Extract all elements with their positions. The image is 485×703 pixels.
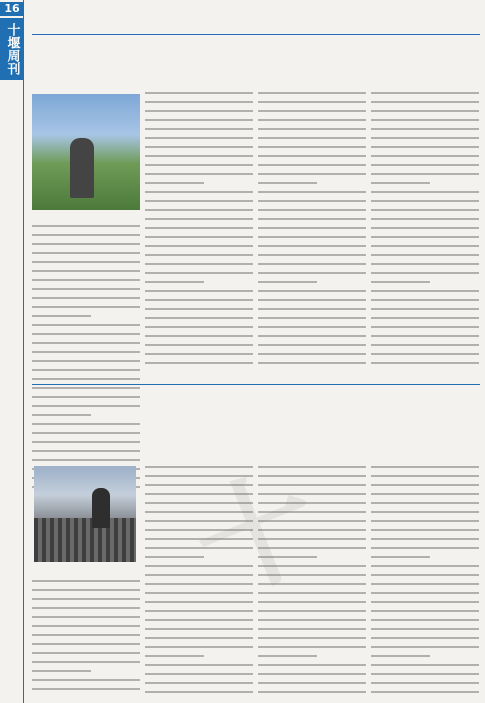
- body-text-line: [371, 664, 479, 666]
- body-text-line: [145, 655, 204, 657]
- body-text-line: [145, 475, 253, 477]
- body-text-line: [258, 628, 366, 630]
- top-article-photo: [32, 94, 140, 210]
- bottom-article-body-col-3: [258, 466, 366, 700]
- body-text-line: [258, 344, 366, 346]
- body-text-line: [258, 362, 366, 364]
- body-text-line: [32, 652, 140, 654]
- body-text-line: [258, 236, 366, 238]
- body-text-line: [258, 272, 366, 274]
- body-text-line: [145, 664, 253, 666]
- body-text-line: [32, 252, 140, 254]
- body-text-line: [371, 119, 479, 121]
- body-text-line: [371, 682, 479, 684]
- body-text-line: [32, 297, 140, 299]
- body-text-line: [371, 173, 479, 175]
- body-text-line: [371, 628, 479, 630]
- body-text-line: [145, 574, 253, 576]
- body-text-line: [371, 245, 479, 247]
- body-text-line: [145, 281, 204, 283]
- body-text-line: [371, 637, 479, 639]
- body-text-line: [145, 646, 253, 648]
- body-text-line: [371, 308, 479, 310]
- bottom-article-intro: [40, 388, 460, 412]
- body-text-line: [371, 511, 479, 513]
- body-text-line: [145, 128, 253, 130]
- body-text-line: [371, 164, 479, 166]
- body-text-line: [32, 279, 140, 281]
- body-text-line: [145, 110, 253, 112]
- body-text-line: [258, 227, 366, 229]
- bottom-article-headline: [38, 428, 278, 450]
- body-text-line: [32, 351, 140, 353]
- body-text-line: [145, 236, 253, 238]
- issue-date: [4, 185, 20, 335]
- photo-person: [70, 138, 94, 198]
- body-text-line: [258, 565, 366, 567]
- top-article-headline: [38, 66, 278, 86]
- body-text-line: [371, 655, 430, 657]
- body-text-line: [32, 643, 140, 645]
- body-text-line: [145, 245, 253, 247]
- body-text-line: [258, 290, 366, 292]
- body-text-line: [32, 333, 140, 335]
- body-text-line: [371, 556, 430, 558]
- body-text-line: [371, 547, 479, 549]
- body-text-line: [145, 592, 253, 594]
- body-text-line: [32, 589, 140, 591]
- body-text-line: [258, 119, 366, 121]
- body-text-line: [371, 484, 479, 486]
- body-text-line: [258, 182, 317, 184]
- body-text-line: [371, 493, 479, 495]
- body-text-line: [145, 556, 204, 558]
- body-text-line: [258, 673, 366, 675]
- body-text-line: [258, 475, 366, 477]
- body-text-line: [258, 200, 366, 202]
- body-text-line: [371, 646, 479, 648]
- body-text-line: [258, 191, 366, 193]
- body-text-line: [371, 200, 479, 202]
- body-text-line: [371, 344, 479, 346]
- body-text-line: [32, 670, 91, 672]
- body-text-line: [145, 583, 253, 585]
- body-text-line: [32, 459, 140, 461]
- body-text-line: [145, 164, 253, 166]
- photo-person: [92, 488, 110, 528]
- bottom-photo-caption: [34, 564, 134, 574]
- body-text-line: [258, 619, 366, 621]
- body-text-line: [145, 484, 253, 486]
- body-text-line: [371, 529, 479, 531]
- body-text-line: [32, 688, 140, 690]
- body-text-line: [145, 538, 253, 540]
- body-text-line: [371, 326, 479, 328]
- body-text-line: [371, 137, 479, 139]
- body-text-line: [258, 547, 366, 549]
- body-text-line: [258, 493, 366, 495]
- body-text-line: [145, 290, 253, 292]
- body-text-line: [145, 146, 253, 148]
- bottom-article-body-col-4: [371, 466, 479, 700]
- body-text-line: [258, 556, 317, 558]
- body-text-line: [371, 263, 479, 265]
- body-text-line: [371, 353, 479, 355]
- body-text-line: [371, 335, 479, 337]
- body-text-line: [145, 520, 253, 522]
- body-text-line: [371, 610, 479, 612]
- body-text-line: [371, 92, 479, 94]
- body-text-line: [258, 137, 366, 139]
- body-text-line: [32, 607, 140, 609]
- body-text-line: [258, 484, 366, 486]
- body-text-line: [32, 450, 140, 452]
- body-text-line: [258, 92, 366, 94]
- body-text-line: [145, 227, 253, 229]
- body-text-line: [371, 110, 479, 112]
- body-text-line: [145, 502, 253, 504]
- body-text-line: [258, 529, 366, 531]
- body-text-line: [371, 592, 479, 594]
- body-text-line: [145, 182, 204, 184]
- body-text-line: [258, 646, 366, 648]
- body-text-line: [258, 128, 366, 130]
- body-text-line: [145, 254, 253, 256]
- body-text-line: [32, 580, 140, 582]
- body-text-line: [258, 281, 317, 283]
- masthead-column: [0, 0, 24, 703]
- masthead-divider: [23, 0, 24, 703]
- body-text-line: [371, 209, 479, 211]
- body-text-line: [258, 335, 366, 337]
- body-text-line: [258, 173, 366, 175]
- body-text-line: [145, 101, 253, 103]
- body-text-line: [371, 565, 479, 567]
- body-text-line: [145, 466, 253, 468]
- body-text-line: [258, 263, 366, 265]
- top-article-intro: [40, 38, 270, 50]
- body-text-line: [371, 182, 430, 184]
- body-text-line: [32, 369, 140, 371]
- body-text-line: [258, 682, 366, 684]
- body-text-line: [145, 263, 253, 265]
- body-text-line: [145, 326, 253, 328]
- body-text-line: [258, 655, 317, 657]
- body-text-line: [258, 101, 366, 103]
- body-text-line: [145, 511, 253, 513]
- body-text-line: [371, 502, 479, 504]
- body-text-line: [32, 324, 140, 326]
- body-text-line: [258, 538, 366, 540]
- body-text-line: [258, 592, 366, 594]
- body-text-line: [145, 619, 253, 621]
- body-text-line: [371, 583, 479, 585]
- body-text-line: [32, 661, 140, 663]
- body-text-line: [145, 628, 253, 630]
- body-text-line: [32, 225, 140, 227]
- body-text-line: [371, 466, 479, 468]
- photo-roof: [34, 518, 136, 562]
- body-text-line: [258, 110, 366, 112]
- body-text-line: [145, 529, 253, 531]
- bottom-section-rule: [32, 384, 480, 385]
- body-text-line: [258, 164, 366, 166]
- body-text-line: [371, 290, 479, 292]
- column-name: [2, 86, 22, 176]
- body-text-line: [145, 362, 253, 364]
- body-text-line: [258, 466, 366, 468]
- page-number: 16: [0, 2, 24, 16]
- body-text-line: [145, 353, 253, 355]
- body-text-line: [258, 209, 366, 211]
- body-text-line: [258, 299, 366, 301]
- body-text-line: [145, 173, 253, 175]
- body-text-line: [258, 601, 366, 603]
- body-text-line: [32, 234, 140, 236]
- body-text-line: [258, 254, 366, 256]
- body-text-line: [371, 362, 479, 364]
- body-text-line: [145, 200, 253, 202]
- body-text-line: [258, 245, 366, 247]
- body-text-line: [32, 616, 140, 618]
- body-text-line: [258, 511, 366, 513]
- bottom-article-photo: [34, 466, 136, 562]
- body-text-line: [145, 308, 253, 310]
- body-text-line: [371, 673, 479, 675]
- body-text-line: [371, 227, 479, 229]
- body-text-line: [258, 502, 366, 504]
- body-text-line: [32, 261, 140, 263]
- body-text-line: [32, 378, 140, 380]
- body-text-line: [371, 574, 479, 576]
- body-text-line: [145, 344, 253, 346]
- bottom-article-kicker: [40, 414, 240, 428]
- body-text-line: [145, 119, 253, 121]
- body-text-line: [371, 101, 479, 103]
- body-text-line: [371, 155, 479, 157]
- body-text-line: [145, 493, 253, 495]
- top-section-rule: [32, 34, 480, 35]
- body-text-line: [371, 128, 479, 130]
- body-text-line: [258, 520, 366, 522]
- top-photo-caption: [32, 211, 140, 221]
- bottom-article-body-col-1: [32, 580, 140, 700]
- body-text-line: [258, 610, 366, 612]
- body-text-line: [145, 691, 253, 693]
- body-text-line: [371, 299, 479, 301]
- body-text-line: [145, 137, 253, 139]
- body-text-line: [32, 315, 91, 317]
- body-text-line: [32, 288, 140, 290]
- body-text-line: [258, 218, 366, 220]
- body-text-line: [145, 565, 253, 567]
- body-text-line: [371, 281, 430, 283]
- body-text-line: [32, 679, 140, 681]
- body-text-line: [258, 637, 366, 639]
- body-text-line: [371, 520, 479, 522]
- body-text-line: [145, 218, 253, 220]
- body-text-line: [145, 191, 253, 193]
- body-text-line: [145, 209, 253, 211]
- body-text-line: [145, 92, 253, 94]
- top-article-body-col-4: [371, 92, 479, 512]
- body-text-line: [371, 254, 479, 256]
- top-article-kicker: [40, 52, 240, 66]
- body-text-line: [258, 664, 366, 666]
- body-text-line: [145, 272, 253, 274]
- body-text-line: [371, 475, 479, 477]
- body-text-line: [145, 335, 253, 337]
- body-text-line: [32, 342, 140, 344]
- body-text-line: [32, 625, 140, 627]
- body-text-line: [145, 637, 253, 639]
- watermark: 十: [176, 449, 341, 624]
- body-text-line: [32, 598, 140, 600]
- body-text-line: [258, 583, 366, 585]
- body-text-line: [258, 326, 366, 328]
- body-text-line: [32, 360, 140, 362]
- body-text-line: [145, 673, 253, 675]
- body-text-line: [145, 610, 253, 612]
- body-text-line: [258, 353, 366, 355]
- body-text-line: [32, 306, 140, 308]
- body-text-line: [371, 272, 479, 274]
- bottom-article-body-col-2: [145, 466, 253, 700]
- body-text-line: [371, 236, 479, 238]
- body-text-line: [258, 155, 366, 157]
- body-text-line: [371, 538, 479, 540]
- body-text-line: [32, 634, 140, 636]
- paper-name: 十堰周刊: [0, 18, 24, 80]
- body-text-line: [371, 146, 479, 148]
- body-text-line: [371, 317, 479, 319]
- body-text-line: [145, 299, 253, 301]
- body-text-line: [371, 691, 479, 693]
- body-text-line: [145, 317, 253, 319]
- body-text-line: [145, 155, 253, 157]
- body-text-line: [145, 601, 253, 603]
- body-text-line: [371, 601, 479, 603]
- body-text-line: [145, 682, 253, 684]
- body-text-line: [32, 243, 140, 245]
- body-text-line: [258, 317, 366, 319]
- body-text-line: [258, 691, 366, 693]
- body-text-line: [258, 146, 366, 148]
- body-text-line: [371, 218, 479, 220]
- body-text-line: [371, 619, 479, 621]
- body-text-line: [258, 308, 366, 310]
- body-text-line: [145, 547, 253, 549]
- body-text-line: [32, 270, 140, 272]
- body-text-line: [258, 574, 366, 576]
- body-text-line: [371, 191, 479, 193]
